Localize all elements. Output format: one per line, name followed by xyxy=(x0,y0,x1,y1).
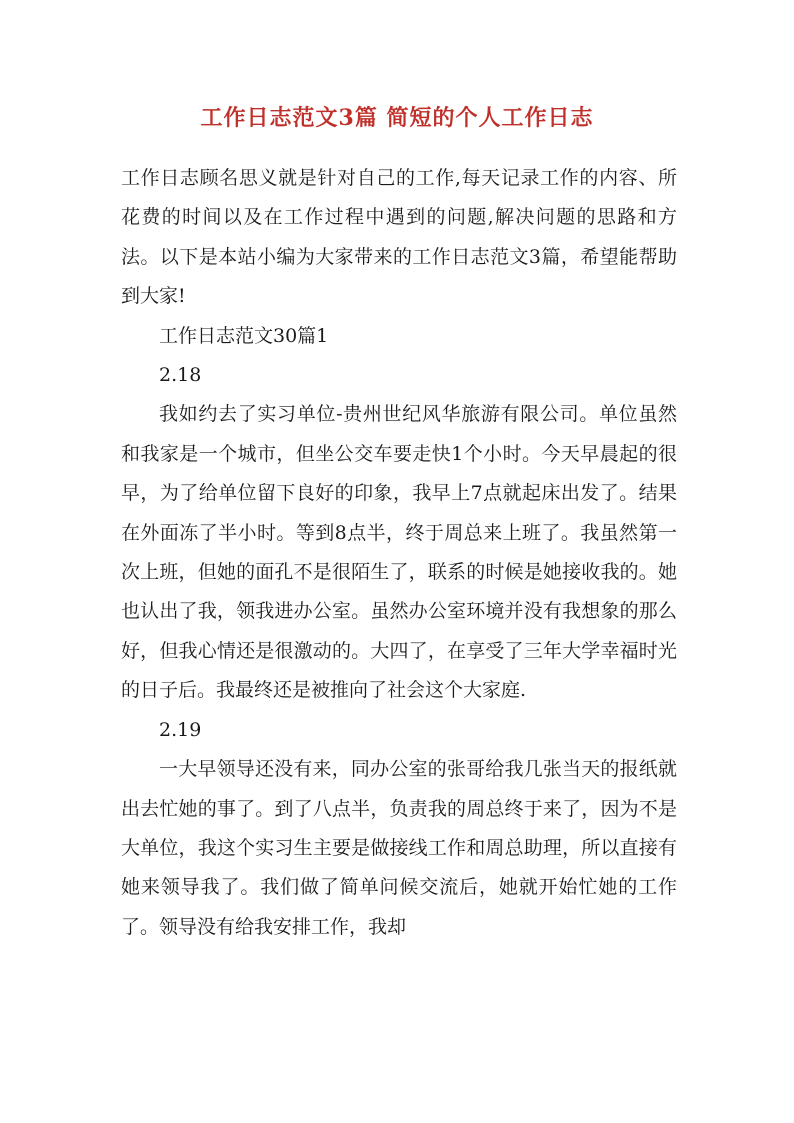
document-title: 工作日志范文3篇 简短的个人工作日志 xyxy=(200,105,594,131)
entry-paragraph: 我如约去了实习单位-贵州世纪风华旅游有限公司。单位虽然和我家是一个城市，但坐公交车要走快1个小时。今天早晨起的很早，为了给单位留下良好的印象，我早上7点就起床出发了。结果在外面冻了半小时。等到8点半，终于周总来上班了。我虽然第一次上班，但她的面孔不是很陌生了，联系的时候是她接收我的。她也认出了我，领我进办公室。虽然办公室环境并没有我想象的那么好，但我心情还是很激动的。大四了，在享受了三年大学幸福时光的日子后。我最终还是被推向了社会这个大家庭. xyxy=(121,403,677,702)
entry-paragraph: 一大早领导还没有来，同办公室的张哥给我几张当天的报纸就出去忙她的事了。到了八点半，负责我的周总终于来了，因为不是大单位，我这个实习生主要是做接线工作和周总助理，所以直接有她来领导我了。我们做了简单问候交流后，她就开始忙她的工作了。领导没有给我安排工作，我却 xyxy=(121,758,677,938)
section-heading: 工作日志范文30篇1 xyxy=(159,324,329,347)
intro-paragraph: 工作日志顾名思义就是针对自己的工作,每天记录工作的内容、所花费的时间以及在工作过程中遇到的问题,解决问题的思路和方法。以下是本站小编为大家带来的工作日志范文3篇，希望能帮助到大家! xyxy=(121,167,677,308)
entry-date: 2.18 xyxy=(159,364,202,387)
document-body xyxy=(121,159,677,947)
entry-date: 2.19 xyxy=(159,718,202,741)
